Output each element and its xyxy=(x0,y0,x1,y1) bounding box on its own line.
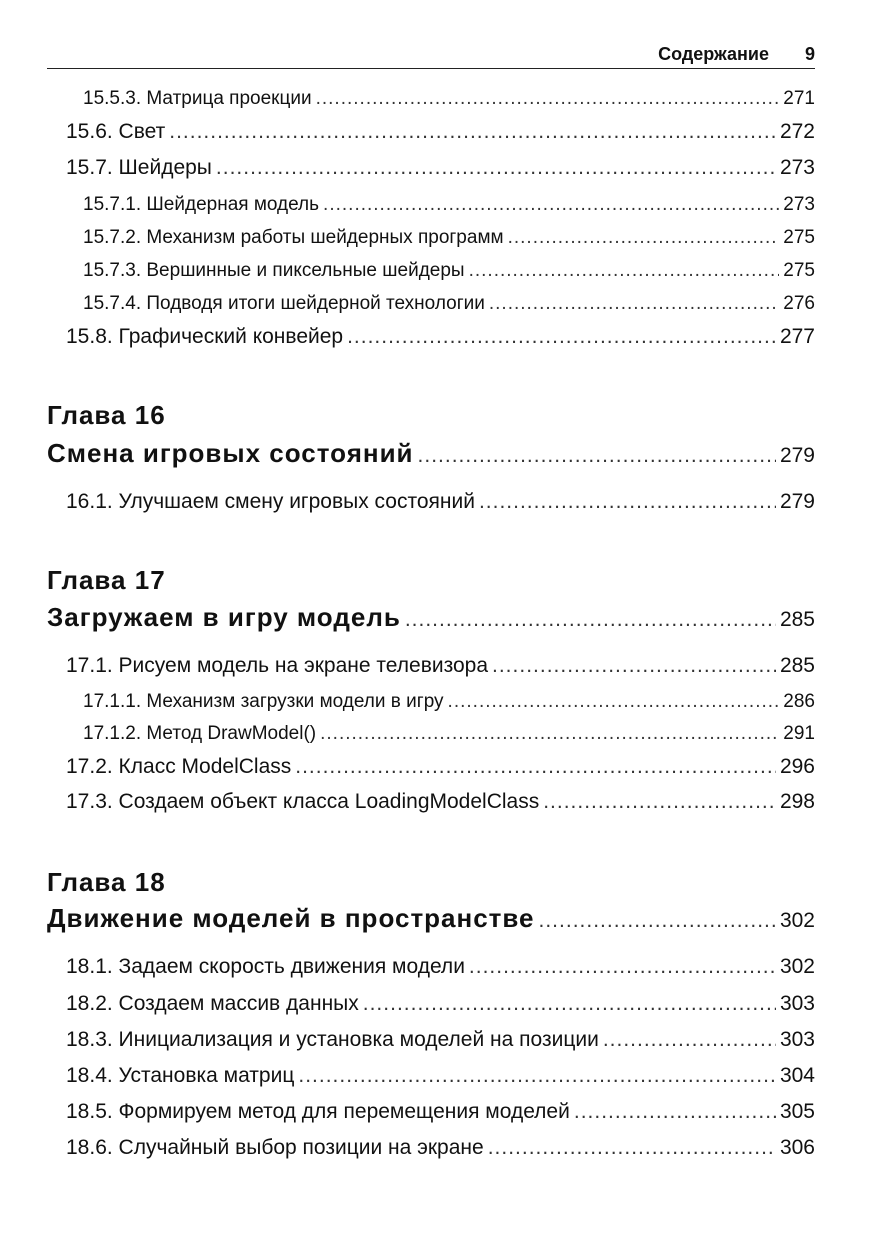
leader-dots xyxy=(316,88,780,110)
toc-entry-page: 279 xyxy=(779,490,815,513)
chapter-title-row[interactable] xyxy=(0,438,815,469)
leader-dots xyxy=(418,444,776,468)
toc-entry-label: 15.7. Шейдеры xyxy=(66,156,212,179)
toc-entry[interactable] xyxy=(0,1100,815,1124)
toc-entry[interactable] xyxy=(0,88,815,110)
toc-entry[interactable] xyxy=(0,654,815,678)
toc-entry-page: 285 xyxy=(779,654,815,677)
toc-entry-page: 275 xyxy=(783,260,815,281)
leader-dots xyxy=(405,608,776,632)
leader-dots xyxy=(492,654,776,678)
toc-entry-label: 18.4. Установка матриц xyxy=(66,1064,295,1087)
toc-entry-page: 273 xyxy=(779,156,815,179)
leader-dots xyxy=(574,1100,776,1124)
toc-entry-label: 17.1.2. Метод DrawModel() xyxy=(83,723,317,744)
toc-entry[interactable] xyxy=(0,156,815,180)
toc-entry-label: 15.5.3. Матрица проекции xyxy=(83,88,312,109)
toc-entry[interactable] xyxy=(0,1028,815,1052)
toc-entry-page: 286 xyxy=(783,691,815,712)
toc-entry-label: 17.2. Класс ModelClass xyxy=(66,755,292,778)
leader-dots xyxy=(479,490,776,514)
toc-entry-label: 18.5. Формируем метод для перемещения моделей xyxy=(66,1100,570,1123)
toc-entry-page: 305 xyxy=(779,1100,815,1123)
toc-entry[interactable] xyxy=(0,790,815,814)
leader-dots xyxy=(603,1028,776,1052)
leader-dots xyxy=(488,1136,776,1160)
toc-entry[interactable] xyxy=(0,260,815,282)
chapter-number: Глава 16 xyxy=(47,400,166,430)
leader-dots xyxy=(298,1064,776,1088)
toc-entry[interactable] xyxy=(0,723,815,745)
toc-entry[interactable] xyxy=(0,194,815,216)
toc-entry-page: 271 xyxy=(783,88,815,109)
leader-dots xyxy=(363,992,776,1016)
toc-entry-page: 298 xyxy=(779,790,815,813)
toc-entry[interactable] xyxy=(0,490,815,514)
toc-entry-page: 303 xyxy=(779,1028,815,1051)
toc-entry[interactable] xyxy=(0,227,815,249)
toc-entry-page: 302 xyxy=(779,955,815,978)
leader-dots xyxy=(216,156,776,180)
toc-entry-page: 303 xyxy=(779,992,815,1015)
toc-entry[interactable] xyxy=(0,755,815,779)
toc-entry[interactable] xyxy=(0,955,815,979)
chapter-page: 285 xyxy=(779,608,815,631)
leader-dots xyxy=(508,227,780,249)
leader-dots xyxy=(295,755,776,779)
toc-entry-label: 15.7.2. Механизм работы шейдерных программ xyxy=(83,227,504,248)
leader-dots xyxy=(469,260,780,282)
toc-entry[interactable] xyxy=(0,1136,815,1160)
toc-entry-label: 17.3. Создаем объект класса LoadingModelClass xyxy=(66,790,540,813)
leader-dots xyxy=(543,790,776,814)
chapter-title: Загружаем в игру модель xyxy=(47,602,401,632)
toc-entry-label: 18.1. Задаем скорость движения модели xyxy=(66,955,465,978)
page-number: 9 xyxy=(804,44,815,64)
leader-dots xyxy=(448,691,780,713)
chapter-page: 302 xyxy=(779,909,815,932)
toc-entry-page: 306 xyxy=(779,1136,815,1159)
leader-dots xyxy=(169,120,776,144)
toc-entry-label: 15.8. Графический конвейер xyxy=(66,325,344,348)
toc-entry-page: 272 xyxy=(779,120,815,143)
toc-entry-page: 304 xyxy=(779,1064,815,1087)
toc-entry[interactable] xyxy=(0,325,815,349)
chapter-title-row[interactable] xyxy=(0,903,815,934)
leader-dots xyxy=(323,194,779,216)
toc-entry-label: 15.6. Свет xyxy=(66,120,166,143)
running-header xyxy=(47,38,815,69)
chapter-number: Глава 18 xyxy=(47,867,166,897)
leader-dots xyxy=(539,909,776,933)
chapter-page: 279 xyxy=(779,444,815,467)
toc-entry-label: 18.6. Случайный выбор позиции на экране xyxy=(66,1136,484,1159)
toc-entry-label: 15.7.4. Подводя итоги шейдерной технологии xyxy=(83,293,485,314)
toc-entry-page: 275 xyxy=(783,227,815,248)
toc-entry[interactable] xyxy=(0,691,815,713)
leader-dots xyxy=(469,955,776,979)
chapter-title: Смена игровых состояний xyxy=(47,438,414,468)
toc-entry-page: 296 xyxy=(779,755,815,778)
toc-entry-label: 18.3. Инициализация и установка моделей на позиции xyxy=(66,1028,599,1051)
toc-entry-page: 277 xyxy=(779,325,815,348)
running-header-title: Содержание xyxy=(658,44,769,64)
toc-entry[interactable] xyxy=(0,992,815,1016)
leader-dots xyxy=(347,325,776,349)
chapter-number: Глава 17 xyxy=(47,565,166,595)
toc-entry-page: 273 xyxy=(783,194,815,215)
toc-entry[interactable] xyxy=(0,120,815,144)
leader-dots xyxy=(320,723,779,745)
toc-entry-label: 17.1.1. Механизм загрузки модели в игру xyxy=(83,691,444,712)
toc-entry-label: 15.7.1. Шейдерная модель xyxy=(83,194,320,215)
chapter-title-row[interactable] xyxy=(0,602,815,633)
leader-dots xyxy=(489,293,779,315)
toc-entry[interactable] xyxy=(0,293,815,315)
toc-entry-label: 15.7.3. Вершинные и пиксельные шейдеры xyxy=(83,260,465,281)
chapter-title: Движение моделей в пространстве xyxy=(47,903,535,933)
toc-entry-label: 18.2. Создаем массив данных xyxy=(66,992,359,1015)
toc-entry-label: 16.1. Улучшаем смену игровых состояний xyxy=(66,490,475,513)
toc-entry[interactable] xyxy=(0,1064,815,1088)
toc-entry-label: 17.1. Рисуем модель на экране телевизора xyxy=(66,654,489,677)
toc-entry-page: 291 xyxy=(783,723,815,744)
toc-entry-page: 276 xyxy=(783,293,815,314)
